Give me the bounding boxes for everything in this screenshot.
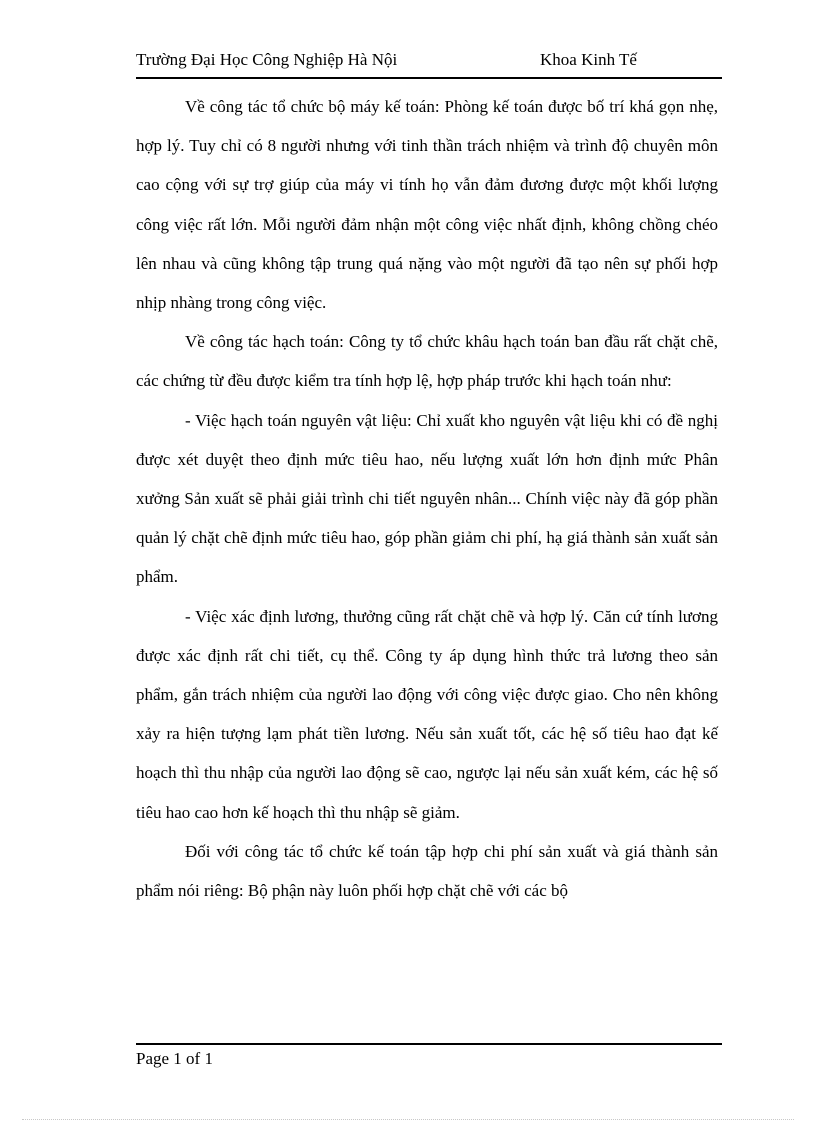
document-body — [136, 87, 718, 910]
paragraph-salary-determination: - Việc xác định lương, thưởng cũng rất chặt chẽ và hợp lý. Căn cứ tính lương được xác định rất chi tiết, cụ thể. Công ty áp dụng hình thức trả lương theo sản phẩm, gắn trách nhiệm của người lao động với công việc được giao. Cho nên không xảy ra hiện tượng lạm phát tiền lương. Nếu sản xuất tốt, các hệ số tiêu hao đạt kế hoạch thì thu nhập của người lao động sẽ cao, ngược lại nếu sản xuất kém, các hệ số tiêu hao cao hơn kế hoạch thì thu nhập sẽ giảm. — [136, 606, 718, 822]
header-divider — [136, 77, 722, 79]
page-footer — [136, 1047, 213, 1071]
header-faculty-name: Khoa Kinh Tế — [540, 50, 637, 69]
paragraph-accounting-work: Về công tác hạch toán: Công ty tổ chức khâu hạch toán ban đầu rất chặt chẽ, các chứng từ đều được kiểm tra tính hợp lệ, hợp pháp trước khi hạch toán như: — [136, 332, 718, 391]
paragraph-accounting-organization: Về công tác tổ chức bộ máy kế toán: Phòng kế toán được bố trí khá gọn nhẹ, hợp lý. Tuy chỉ có 8 người nhưng với tinh thần trách nhiệm và trình độ chuyên môn cao cộng với sự trợ giúp của máy vi tính họ vẫn đảm đương được một khối lượng công việc rất lớn. Mỗi người đảm nhận một công việc nhất định, không chồng chéo lên nhau và cũng không tập trung quá nặng vào một người đã tạo nên sự phối hợp nhịp nhàng trong công việc. — [136, 97, 718, 313]
page-header — [136, 48, 722, 72]
paragraph-cost-accounting: Đối với công tác tổ chức kế toán tập hợp chi phí sản xuất và giá thành sản phẩm nói riêng: Bộ phận này luôn phối hợp chặt chẽ với các bộ — [136, 841, 718, 901]
paragraph-materials-accounting: - Việc hạch toán nguyên vật liệu: Chỉ xuất kho nguyên vật liệu khi có đề nghị được xét duyệt theo định mức tiêu hao, nếu lượng xuất lớn hơn định mức Phân xưởng Sản xuất sẽ phải giải trình chi tiết nguyên nhân... Chính việc này đã góp phần quản lý chặt chẽ định mức tiêu hao, góp phần giảm chi phí, hạ giá thành sản xuất sản phẩm. — [136, 410, 718, 587]
page-edge-divider — [22, 1119, 794, 1120]
page-number: Page 1 of 1 — [136, 1049, 213, 1068]
header-university-name: Trường Đại Học Công Nghiệp Hà Nội — [136, 50, 398, 69]
footer-divider — [136, 1043, 722, 1045]
